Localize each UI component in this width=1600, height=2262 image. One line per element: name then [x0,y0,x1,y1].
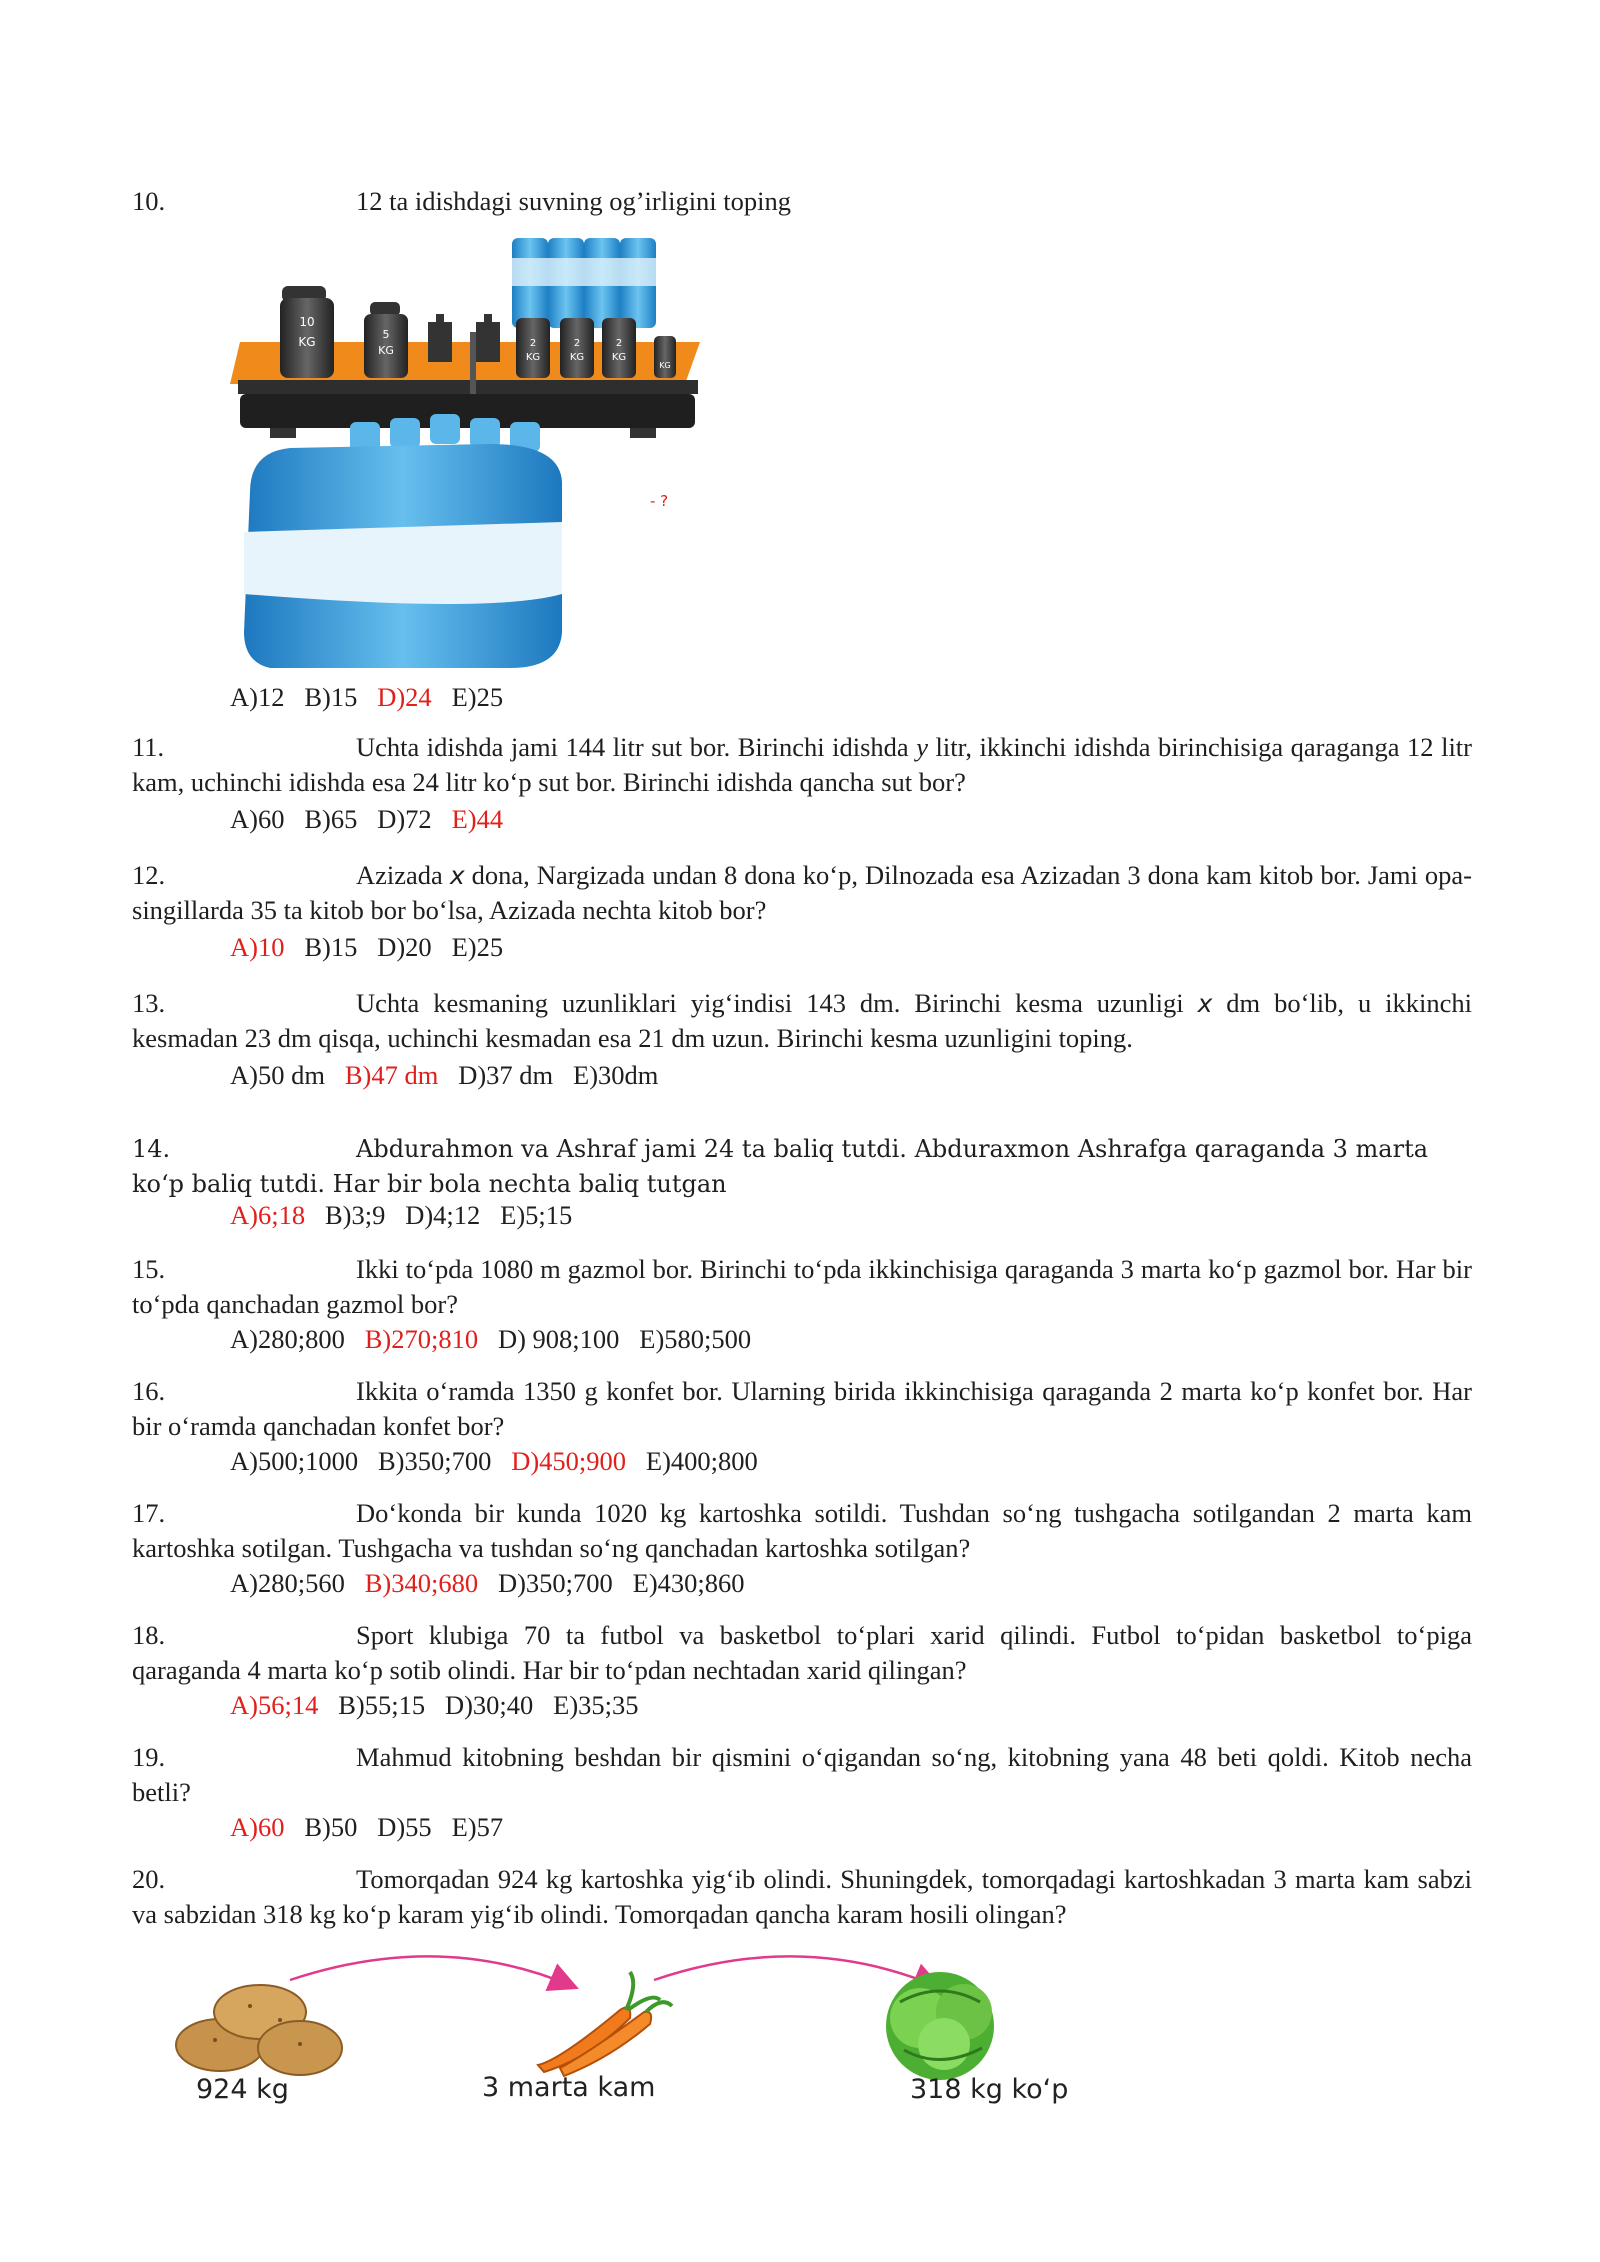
question-text: Uchta idishda jami 144 litr sut bor. Birinchi idishda [356,732,917,762]
question-text-cont: dm bo‘lib, u ikkinchi kesmadan 23 dm qisqa, uchinchi kesmadan esa 21 dm uzun. Birinchi kesma uzunligini toping. [132,988,1473,1053]
answer-option: E)430;860 [632,1568,745,1598]
question-text: Azizada [356,860,450,890]
answer-option: E)25 [451,932,504,962]
question-number: 14. [132,1135,171,1163]
question-number: 15. [132,1254,166,1284]
answer-option: A)10 [230,932,285,962]
question-number: 12. [132,860,166,890]
svg-text:2: 2 [573,338,581,349]
question-18 [132,1618,1472,1688]
answer-option: D)24 [377,682,432,712]
svg-text:KG: KG [611,352,627,363]
variable: y [916,732,928,762]
vegetable-label-carrot: 3 marta kam [482,2072,656,2103]
question-text: Ikkita o‘ramda 1350 g konfet bor. Ularning birida ikkinchisiga qaraganda 2 marta ko‘p konfet bor. Har bir o‘ramda qanchadan konfet bor? [132,1376,1472,1441]
answer-options-11 [230,802,503,837]
answer-option: B)65 [304,804,358,834]
variable: x [449,861,465,890]
question-17 [132,1496,1472,1566]
answer-option: D) 908;100 [497,1324,620,1354]
svg-text:2: 2 [529,338,537,349]
answer-option: E)57 [451,1812,504,1842]
svg-text:KG: KG [378,344,394,357]
question-14 [132,1132,1472,1202]
answer-option: D)37 dm [458,1060,554,1090]
answer-options-14 [230,1198,572,1233]
answer-option: B)3;9 [324,1200,386,1230]
svg-text:KG: KG [569,352,585,363]
water-pack-icon [244,414,668,668]
answer-option: B)50 [304,1812,358,1842]
question-text: Do‘konda bir kunda 1020 kg kartoshka sotildi. Tushdan so‘ng tushgacha sotilgandan 2 marta kam kartoshka sotilgan. Tushgacha va tushdan so‘ng qanchadan kartoshka sotilgan? [132,1498,1472,1563]
question-number: 18. [132,1620,166,1650]
variable: x [1197,989,1213,1018]
answer-options-19 [230,1810,503,1845]
question-13 [132,986,1472,1056]
question-19 [132,1740,1472,1810]
answer-option: D)20 [377,932,432,962]
answer-option: A)280;800 [230,1324,345,1354]
question-text: 12 ta idishdagi suvning og’irligini toping [356,186,792,216]
question-number: 19. [132,1742,166,1772]
answer-option: B)270;810 [364,1324,479,1354]
answer-options-16 [230,1444,758,1479]
cabbage-icon [886,1972,994,2080]
answer-option: B)47 dm [344,1060,439,1090]
question-text-cont: litr, ikkinchi idishda birinchisiga qaraganga 12 litr kam, uchinchi idishda esa 24 litr ko‘p sut bor. Birinchi idishda qancha sut bor? [132,732,1472,797]
answer-option: B)15 [304,932,358,962]
question-number: 13. [132,988,166,1018]
answer-option: E)35;35 [553,1690,639,1720]
answer-option: E)44 [451,804,504,834]
answer-option: D)450;900 [511,1446,627,1476]
question-text: Sport klubiga 70 ta futbol va basketbol to‘plari xarid qilindi. Futbol to‘pidan basketbol to‘piga qaraganda 4 marta ko‘p sotib olindi. Har bir to‘pdan nechtadan xarid qilingan? [132,1620,1472,1685]
carrot-icon [538,1972,672,2076]
vegetable-label-cabbage: 318 kg ko‘p [910,2074,1069,2105]
answer-option: D)55 [377,1812,432,1842]
svg-text:2: 2 [615,338,623,349]
arrow-icon [290,1956,572,1986]
answer-option: D)30;40 [444,1690,534,1720]
svg-text:KG: KG [298,335,316,349]
vegetable-label-potato: 924 kg [196,2074,289,2105]
answer-option: D)350;700 [497,1568,613,1598]
question-text: Ikki to‘pda 1080 m gazmol bor. Birinchi to‘pda ikkinchisiga qaraganda 3 marta ko‘p gazmol bor. Har bir to‘pda qanchadan gazmol bor? [132,1254,1472,1319]
answer-option: A)12 [230,682,285,712]
question-text: Tomorqadan 924 kg kartoshka yig‘ib olindi. Shuningdek, tomorqadagi kartoshkadan 3 marta kam sabzi va sabzidan 318 kg ko‘p karam yig‘ib olindi. Tomorqadan qancha karam hosili olingan? [132,1864,1472,1929]
question-20 [132,1862,1472,1932]
question-15 [132,1252,1472,1322]
answer-option: B)350;700 [377,1446,492,1476]
answer-option: B)55;15 [338,1690,426,1720]
answer-option: A)60 [230,1812,285,1842]
answer-options-13 [230,1058,658,1093]
answer-option: E)400;800 [645,1446,758,1476]
answer-option: D)4;12 [405,1200,481,1230]
svg-text:KG: KG [525,352,541,363]
answer-option: B)15 [304,682,358,712]
question-number: 17. [132,1498,166,1528]
answer-option: E)580;500 [639,1324,752,1354]
answer-options-17 [230,1566,745,1601]
answer-options-15 [230,1322,751,1357]
answer-option: E)30dm [573,1060,659,1090]
question-text: Mahmud kitobning beshdan bir qismini o‘qigandan so‘ng, kitobning yana 48 beti qoldi. Kitob necha betli? [132,1742,1472,1807]
answer-option: A)60 [230,804,285,834]
question-text: Uchta kesmaning uzunliklari yig‘indisi 143 dm. Birinchi kesma uzunligi [356,988,1198,1018]
vegetables-figure [160,1940,1120,2116]
answer-option: E)25 [451,682,504,712]
answer-option: E)5;15 [500,1200,573,1230]
answer-options-18 [230,1688,639,1723]
question-number: 10. [132,186,166,216]
answer-option: A)50 dm [230,1060,325,1090]
question-12 [132,858,1472,928]
arrow-icon [654,1956,936,1986]
question-text-cont: dona, Nargizada undan 8 dona ko‘p, Dilnozada esa Azizadan 3 dona kam kitob bor. Jami opa-singillarda 35 ta kitob bor bo‘lsa, Azizada nechta kitob bor? [132,860,1472,925]
answer-option: A)56;14 [230,1690,319,1720]
scale-figure [230,222,750,670]
potatoes-icon [176,1985,342,2075]
svg-text:KG: KG [659,361,671,370]
svg-text:10: 10 [299,315,315,329]
answer-options-12 [230,930,503,965]
question-number: 16. [132,1376,166,1406]
question-text: Abdurahmon va Ashraf jami 24 ta baliq tutdi. Abduraxmon Ashrafga qaraganda 3 marta ko‘p baliq tutdi. Har bir bola nechta baliq tutgan [132,1135,1429,1198]
water-bottles-icon [512,238,656,328]
answer-option: D)72 [377,804,432,834]
question-16 [132,1374,1472,1444]
answer-option: A)280;560 [230,1568,345,1598]
svg-text:5: 5 [382,328,390,341]
question-11 [132,730,1472,800]
svg-text:- ?: - ? [650,492,669,510]
question-number: 11. [132,732,165,762]
question-number: 20. [132,1864,166,1894]
question-10 [132,184,1472,219]
answer-option: A)500;1000 [230,1446,359,1476]
answer-options-10 [230,680,503,715]
answer-option: A)6;18 [230,1200,306,1230]
answer-option: B)340;680 [364,1568,479,1598]
